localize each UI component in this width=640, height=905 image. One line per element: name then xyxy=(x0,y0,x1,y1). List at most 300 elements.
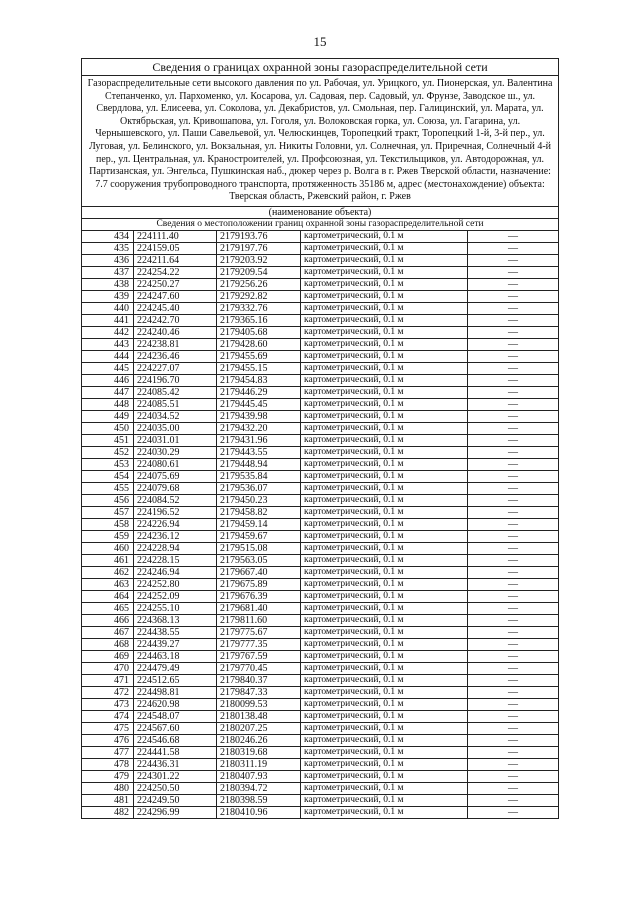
point-number-cell: 437 xyxy=(82,266,134,278)
point-number-cell: 454 xyxy=(82,470,134,482)
description-cell: — xyxy=(468,458,559,470)
point-number-cell: 478 xyxy=(82,758,134,770)
x-coordinate-cell: 224034.52 xyxy=(134,410,217,422)
y-coordinate-cell: 2179563.05 xyxy=(217,554,301,566)
point-number-cell: 468 xyxy=(82,638,134,650)
point-number-cell: 471 xyxy=(82,674,134,686)
y-coordinate-cell: 2179405.68 xyxy=(217,326,301,338)
x-coordinate-cell: 224296.99 xyxy=(134,806,217,818)
method-accuracy-cell: картометрический, 0.1 м xyxy=(301,614,468,626)
description-cell: — xyxy=(468,578,559,590)
description-cell: — xyxy=(468,326,559,338)
point-number-cell: 460 xyxy=(82,542,134,554)
method-accuracy-cell: картометрический, 0.1 м xyxy=(301,638,468,650)
y-coordinate-cell: 2180407.93 xyxy=(217,770,301,782)
y-coordinate-cell: 2179292.82 xyxy=(217,290,301,302)
method-accuracy-cell: картометрический, 0.1 м xyxy=(301,470,468,482)
y-coordinate-cell: 2179676.39 xyxy=(217,590,301,602)
point-number-cell: 434 xyxy=(82,230,134,242)
description-cell: — xyxy=(468,290,559,302)
method-accuracy-cell: картометрический, 0.1 м xyxy=(301,806,468,818)
method-accuracy-cell: картометрический, 0.1 м xyxy=(301,410,468,422)
description-cell: — xyxy=(468,782,559,794)
y-coordinate-cell: 2179459.14 xyxy=(217,518,301,530)
method-accuracy-cell: картометрический, 0.1 м xyxy=(301,758,468,770)
x-coordinate-cell: 224463.18 xyxy=(134,650,217,662)
method-accuracy-cell: картометрический, 0.1 м xyxy=(301,422,468,434)
x-coordinate-cell: 224255.10 xyxy=(134,602,217,614)
point-number-cell: 457 xyxy=(82,506,134,518)
method-accuracy-cell: картометрический, 0.1 м xyxy=(301,686,468,698)
table-row xyxy=(82,386,559,398)
table-row xyxy=(82,530,559,542)
description-cell: — xyxy=(468,674,559,686)
x-coordinate-cell: 224030.29 xyxy=(134,446,217,458)
point-number-cell: 448 xyxy=(82,398,134,410)
point-number-cell: 439 xyxy=(82,290,134,302)
method-accuracy-cell: картометрический, 0.1 м xyxy=(301,434,468,446)
method-accuracy-cell: картометрический, 0.1 м xyxy=(301,494,468,506)
x-coordinate-cell: 224246.94 xyxy=(134,566,217,578)
description-cell: — xyxy=(468,398,559,410)
table-row xyxy=(82,626,559,638)
x-coordinate-cell: 224236.12 xyxy=(134,530,217,542)
table-row xyxy=(82,302,559,314)
point-number-cell: 436 xyxy=(82,254,134,266)
description-cell: — xyxy=(468,758,559,770)
description-cell: — xyxy=(468,590,559,602)
method-accuracy-cell: картометрический, 0.1 м xyxy=(301,794,468,806)
table-row xyxy=(82,662,559,674)
y-coordinate-cell: 2180099.53 xyxy=(217,698,301,710)
table-row xyxy=(82,554,559,566)
point-number-cell: 473 xyxy=(82,698,134,710)
description-cell: — xyxy=(468,686,559,698)
description-cell: — xyxy=(468,422,559,434)
method-accuracy-cell: картометрический, 0.1 м xyxy=(301,662,468,674)
table-row xyxy=(82,374,559,386)
description-cell: — xyxy=(468,254,559,266)
point-number-cell: 442 xyxy=(82,326,134,338)
description-cell: — xyxy=(468,542,559,554)
table-row xyxy=(82,422,559,434)
description-cell: — xyxy=(468,386,559,398)
point-number-cell: 475 xyxy=(82,722,134,734)
x-coordinate-cell: 224075.69 xyxy=(134,470,217,482)
table-row xyxy=(82,446,559,458)
y-coordinate-cell: 2179536.07 xyxy=(217,482,301,494)
point-number-cell: 466 xyxy=(82,614,134,626)
method-accuracy-cell: картометрический, 0.1 м xyxy=(301,386,468,398)
description-cell: — xyxy=(468,506,559,518)
x-coordinate-cell: 224111.40 xyxy=(134,230,217,242)
point-number-cell: 450 xyxy=(82,422,134,434)
y-coordinate-cell: 2179770.45 xyxy=(217,662,301,674)
y-coordinate-cell: 2179256.26 xyxy=(217,278,301,290)
table-row xyxy=(82,290,559,302)
method-accuracy-cell: картометрический, 0.1 м xyxy=(301,398,468,410)
x-coordinate-cell: 224548.07 xyxy=(134,710,217,722)
description-cell: — xyxy=(468,746,559,758)
table-row xyxy=(82,566,559,578)
method-accuracy-cell: картометрический, 0.1 м xyxy=(301,518,468,530)
x-coordinate-cell: 224498.81 xyxy=(134,686,217,698)
x-coordinate-cell: 224240.46 xyxy=(134,326,217,338)
x-coordinate-cell: 224236.46 xyxy=(134,350,217,362)
point-number-cell: 482 xyxy=(82,806,134,818)
x-coordinate-cell: 224438.55 xyxy=(134,626,217,638)
y-coordinate-cell: 2179428.60 xyxy=(217,338,301,350)
table-row xyxy=(82,518,559,530)
y-coordinate-cell: 2179458.82 xyxy=(217,506,301,518)
x-coordinate-cell: 224254.22 xyxy=(134,266,217,278)
method-accuracy-cell: картометрический, 0.1 м xyxy=(301,542,468,554)
y-coordinate-cell: 2179439.98 xyxy=(217,410,301,422)
method-accuracy-cell: картометрический, 0.1 м xyxy=(301,302,468,314)
point-number-cell: 476 xyxy=(82,734,134,746)
method-accuracy-cell: картометрический, 0.1 м xyxy=(301,278,468,290)
y-coordinate-cell: 2179811.60 xyxy=(217,614,301,626)
description-cell: — xyxy=(468,602,559,614)
description-cell: — xyxy=(468,518,559,530)
point-number-cell: 461 xyxy=(82,554,134,566)
table-row xyxy=(82,266,559,278)
method-accuracy-cell: картометрический, 0.1 м xyxy=(301,266,468,278)
point-number-cell: 463 xyxy=(82,578,134,590)
table-row xyxy=(82,326,559,338)
y-coordinate-cell: 2179515.08 xyxy=(217,542,301,554)
y-coordinate-cell: 2179431.96 xyxy=(217,434,301,446)
x-coordinate-cell: 224211.64 xyxy=(134,254,217,266)
table-row xyxy=(82,410,559,422)
point-number-cell: 441 xyxy=(82,314,134,326)
table-row xyxy=(82,314,559,326)
description-cell: — xyxy=(468,794,559,806)
x-coordinate-cell: 224479.49 xyxy=(134,662,217,674)
x-coordinate-cell: 224196.70 xyxy=(134,374,217,386)
y-coordinate-cell: 2179332.76 xyxy=(217,302,301,314)
table-row xyxy=(82,710,559,722)
description-cell: — xyxy=(468,734,559,746)
description-cell: — xyxy=(468,278,559,290)
point-number-cell: 453 xyxy=(82,458,134,470)
table-row xyxy=(82,578,559,590)
point-number-cell: 470 xyxy=(82,662,134,674)
description-cell: — xyxy=(468,230,559,242)
table-row xyxy=(82,458,559,470)
method-accuracy-cell: картометрический, 0.1 м xyxy=(301,734,468,746)
x-coordinate-cell: 224252.09 xyxy=(134,590,217,602)
y-coordinate-cell: 2179365.16 xyxy=(217,314,301,326)
method-accuracy-cell: картометрический, 0.1 м xyxy=(301,626,468,638)
point-number-cell: 472 xyxy=(82,686,134,698)
point-number-cell: 444 xyxy=(82,350,134,362)
table-row xyxy=(82,362,559,374)
description-cell: — xyxy=(468,482,559,494)
point-number-cell: 464 xyxy=(82,590,134,602)
y-coordinate-cell: 2179450.23 xyxy=(217,494,301,506)
method-accuracy-cell: картометрический, 0.1 м xyxy=(301,650,468,662)
method-accuracy-cell: картометрический, 0.1 м xyxy=(301,578,468,590)
y-coordinate-cell: 2179197.76 xyxy=(217,242,301,254)
description-cell: — xyxy=(468,242,559,254)
table-row xyxy=(82,470,559,482)
point-number-cell: 477 xyxy=(82,746,134,758)
method-accuracy-cell: картометрический, 0.1 м xyxy=(301,314,468,326)
point-number-cell: 465 xyxy=(82,602,134,614)
table-row xyxy=(82,230,559,242)
method-accuracy-cell: картометрический, 0.1 м xyxy=(301,482,468,494)
y-coordinate-cell: 2179675.89 xyxy=(217,578,301,590)
method-accuracy-cell: картометрический, 0.1 м xyxy=(301,374,468,386)
method-accuracy-cell: картометрический, 0.1 м xyxy=(301,770,468,782)
point-number-cell: 456 xyxy=(82,494,134,506)
table-row xyxy=(82,494,559,506)
method-accuracy-cell: картометрический, 0.1 м xyxy=(301,230,468,242)
description-row xyxy=(82,76,559,207)
point-number-cell: 458 xyxy=(82,518,134,530)
y-coordinate-cell: 2179455.69 xyxy=(217,350,301,362)
description-cell: — xyxy=(468,302,559,314)
point-number-cell: 447 xyxy=(82,386,134,398)
description-cell: — xyxy=(468,350,559,362)
table-row xyxy=(82,242,559,254)
x-coordinate-cell: 224228.94 xyxy=(134,542,217,554)
y-coordinate-cell: 2180394.72 xyxy=(217,782,301,794)
table-row xyxy=(82,650,559,662)
y-coordinate-cell: 2179767.59 xyxy=(217,650,301,662)
x-coordinate-cell: 224080.61 xyxy=(134,458,217,470)
description-cell: — xyxy=(468,362,559,374)
y-coordinate-cell: 2179459.67 xyxy=(217,530,301,542)
y-coordinate-cell: 2179535.84 xyxy=(217,470,301,482)
table-row xyxy=(82,698,559,710)
method-accuracy-cell: картометрический, 0.1 м xyxy=(301,722,468,734)
method-accuracy-cell: картометрический, 0.1 м xyxy=(301,290,468,302)
method-accuracy-cell: картометрический, 0.1 м xyxy=(301,566,468,578)
method-accuracy-cell: картометрический, 0.1 м xyxy=(301,698,468,710)
point-number-cell: 467 xyxy=(82,626,134,638)
point-number-cell: 438 xyxy=(82,278,134,290)
x-coordinate-cell: 224226.94 xyxy=(134,518,217,530)
x-coordinate-cell: 224567.60 xyxy=(134,722,217,734)
table-row xyxy=(82,722,559,734)
description-cell: — xyxy=(468,770,559,782)
point-number-cell: 481 xyxy=(82,794,134,806)
x-coordinate-cell: 224436.31 xyxy=(134,758,217,770)
y-coordinate-cell: 2179432.20 xyxy=(217,422,301,434)
y-coordinate-cell: 2179847.33 xyxy=(217,686,301,698)
description-cell: — xyxy=(468,530,559,542)
point-number-cell: 479 xyxy=(82,770,134,782)
description-cell: — xyxy=(468,434,559,446)
x-coordinate-cell: 224247.60 xyxy=(134,290,217,302)
y-coordinate-cell: 2179443.55 xyxy=(217,446,301,458)
boundary-table xyxy=(81,58,559,819)
y-coordinate-cell: 2179448.94 xyxy=(217,458,301,470)
method-accuracy-cell: картометрический, 0.1 м xyxy=(301,590,468,602)
description-cell: — xyxy=(468,698,559,710)
point-number-cell: 443 xyxy=(82,338,134,350)
x-coordinate-cell: 224079.68 xyxy=(134,482,217,494)
method-accuracy-cell: картометрический, 0.1 м xyxy=(301,362,468,374)
method-accuracy-cell: картометрический, 0.1 м xyxy=(301,446,468,458)
method-accuracy-cell: картометрический, 0.1 м xyxy=(301,458,468,470)
x-coordinate-cell: 224252.80 xyxy=(134,578,217,590)
x-coordinate-cell: 224439.27 xyxy=(134,638,217,650)
table-row xyxy=(82,254,559,266)
table-row xyxy=(82,602,559,614)
y-coordinate-cell: 2179445.45 xyxy=(217,398,301,410)
description-cell: — xyxy=(468,710,559,722)
y-coordinate-cell: 2179193.76 xyxy=(217,230,301,242)
x-coordinate-cell: 224441.58 xyxy=(134,746,217,758)
table-row xyxy=(82,338,559,350)
x-coordinate-cell: 224031.01 xyxy=(134,434,217,446)
x-coordinate-cell: 224085.42 xyxy=(134,386,217,398)
x-coordinate-cell: 224249.50 xyxy=(134,794,217,806)
x-coordinate-cell: 224228.15 xyxy=(134,554,217,566)
point-number-cell: 451 xyxy=(82,434,134,446)
table-row xyxy=(82,542,559,554)
point-number-cell: 455 xyxy=(82,482,134,494)
table-row xyxy=(82,350,559,362)
table-row xyxy=(82,782,559,794)
point-number-cell: 480 xyxy=(82,782,134,794)
y-coordinate-cell: 2180319.68 xyxy=(217,746,301,758)
point-number-cell: 446 xyxy=(82,374,134,386)
point-number-cell: 452 xyxy=(82,446,134,458)
method-accuracy-cell: картометрический, 0.1 м xyxy=(301,710,468,722)
method-accuracy-cell: картометрический, 0.1 м xyxy=(301,350,468,362)
x-coordinate-cell: 224250.50 xyxy=(134,782,217,794)
method-accuracy-cell: картометрический, 0.1 м xyxy=(301,530,468,542)
table-row xyxy=(82,794,559,806)
title-row xyxy=(82,59,559,76)
table-row xyxy=(82,278,559,290)
table-row xyxy=(82,590,559,602)
method-accuracy-cell: картометрический, 0.1 м xyxy=(301,746,468,758)
description-cell: — xyxy=(468,266,559,278)
table-row xyxy=(82,734,559,746)
y-coordinate-cell: 2179667.40 xyxy=(217,566,301,578)
x-coordinate-cell: 224238.81 xyxy=(134,338,217,350)
table-row xyxy=(82,434,559,446)
y-coordinate-cell: 2180398.59 xyxy=(217,794,301,806)
y-coordinate-cell: 2179203.92 xyxy=(217,254,301,266)
description-cell: — xyxy=(468,338,559,350)
table-row xyxy=(82,482,559,494)
point-number-cell: 469 xyxy=(82,650,134,662)
caption-row xyxy=(82,206,559,218)
x-coordinate-cell: 224084.52 xyxy=(134,494,217,506)
description-cell: — xyxy=(468,446,559,458)
method-accuracy-cell: картометрический, 0.1 м xyxy=(301,554,468,566)
description-cell: — xyxy=(468,374,559,386)
description-cell: — xyxy=(468,554,559,566)
y-coordinate-cell: 2180410.96 xyxy=(217,806,301,818)
y-coordinate-cell: 2179455.15 xyxy=(217,362,301,374)
table-row xyxy=(82,614,559,626)
section-title: Сведения о местоположении границ охранной зоны газораспределительной сети xyxy=(82,218,559,230)
x-coordinate-cell: 224159.05 xyxy=(134,242,217,254)
y-coordinate-cell: 2180246.26 xyxy=(217,734,301,746)
method-accuracy-cell: картометрический, 0.1 м xyxy=(301,242,468,254)
x-coordinate-cell: 224512.65 xyxy=(134,674,217,686)
x-coordinate-cell: 224242.70 xyxy=(134,314,217,326)
x-coordinate-cell: 224035.00 xyxy=(134,422,217,434)
description-cell: — xyxy=(468,314,559,326)
x-coordinate-cell: 224245.40 xyxy=(134,302,217,314)
x-coordinate-cell: 224085.51 xyxy=(134,398,217,410)
table-row xyxy=(82,686,559,698)
y-coordinate-cell: 2179446.29 xyxy=(217,386,301,398)
y-coordinate-cell: 2180311.19 xyxy=(217,758,301,770)
y-coordinate-cell: 2179209.54 xyxy=(217,266,301,278)
description-cell: — xyxy=(468,662,559,674)
y-coordinate-cell: 2180138.48 xyxy=(217,710,301,722)
description-cell: — xyxy=(468,494,559,506)
method-accuracy-cell: картометрический, 0.1 м xyxy=(301,674,468,686)
description-cell: — xyxy=(468,470,559,482)
description-cell: — xyxy=(468,806,559,818)
table-row xyxy=(82,674,559,686)
x-coordinate-cell: 224620.98 xyxy=(134,698,217,710)
y-coordinate-cell: 2180207.25 xyxy=(217,722,301,734)
table-row xyxy=(82,638,559,650)
x-coordinate-cell: 224227.07 xyxy=(134,362,217,374)
table-title: Сведения о границах охранной зоны газораспределительной сети xyxy=(82,59,559,76)
x-coordinate-cell: 224368.13 xyxy=(134,614,217,626)
table-row xyxy=(82,758,559,770)
method-accuracy-cell: картометрический, 0.1 м xyxy=(301,254,468,266)
description-cell: — xyxy=(468,626,559,638)
point-number-cell: 440 xyxy=(82,302,134,314)
method-accuracy-cell: картометрический, 0.1 м xyxy=(301,326,468,338)
method-accuracy-cell: картометрический, 0.1 м xyxy=(301,506,468,518)
object-caption: (наименование объекта) xyxy=(82,206,559,218)
point-number-cell: 449 xyxy=(82,410,134,422)
y-coordinate-cell: 2179777.35 xyxy=(217,638,301,650)
point-number-cell: 459 xyxy=(82,530,134,542)
point-number-cell: 445 xyxy=(82,362,134,374)
section-row xyxy=(82,218,559,230)
object-description: Газораспределительные сети высокого давления по ул. Рабочая, ул. Урицкого, ул. Пионерская, ул. Валентина Степанченко, ул. Пархоменко, ул. Косарова, ул. Садовая, пер. Садовый, ул. Фрунзе, Заводское ш., ул. Свердлова, ул. Елисеева, ул. Соколова, ул. Декабристов, ул. Смольная, пер. Галицинский, ул. Марата, ул. Октябрьская, ул. Кривошапова, ул. Гоголя, ул. Волоковская горка, ул. Союза, ул. Гагарина, ул. Чернышевского, ул. Паши Савельевой, ул. Челюскинцев, Торопецкий тракт, Торопецкий 1-й, 3-й пер., ул. Луговая, ул. Белинского, ул. Вокзальная, ул. Никиты Головни, ул. Солнечная, ул. Приречная, Солнечный 4-й пер., ул. Центральная, ул. Краностроителей, ул. Профсоюзная, ул. Текстильщиков, ул. Автодорожная, ул. Партизанская, ул. Энгельса, Пушкинская наб., дюкер через р. Волга в г. Ржев Тверской области, назначение: 7.7 сооружения трубопроводного транспорта, протяженность 35186 м, адрес (местонахождение) объекта: Тверская область, Ржевский район, г. Ржев xyxy=(82,76,559,207)
description-cell: — xyxy=(468,638,559,650)
x-coordinate-cell: 224301.22 xyxy=(134,770,217,782)
description-cell: — xyxy=(468,566,559,578)
point-number-cell: 474 xyxy=(82,710,134,722)
table-row xyxy=(82,506,559,518)
description-cell: — xyxy=(468,722,559,734)
table-row xyxy=(82,770,559,782)
method-accuracy-cell: картометрический, 0.1 м xyxy=(301,338,468,350)
x-coordinate-cell: 224250.27 xyxy=(134,278,217,290)
y-coordinate-cell: 2179454.83 xyxy=(217,374,301,386)
point-number-cell: 462 xyxy=(82,566,134,578)
table-row xyxy=(82,806,559,818)
description-cell: — xyxy=(468,614,559,626)
y-coordinate-cell: 2179775.67 xyxy=(217,626,301,638)
x-coordinate-cell: 224546.68 xyxy=(134,734,217,746)
table-row xyxy=(82,398,559,410)
method-accuracy-cell: картометрический, 0.1 м xyxy=(301,602,468,614)
description-cell: — xyxy=(468,410,559,422)
y-coordinate-cell: 2179681.40 xyxy=(217,602,301,614)
method-accuracy-cell: картометрический, 0.1 м xyxy=(301,782,468,794)
x-coordinate-cell: 224196.52 xyxy=(134,506,217,518)
table-row xyxy=(82,746,559,758)
